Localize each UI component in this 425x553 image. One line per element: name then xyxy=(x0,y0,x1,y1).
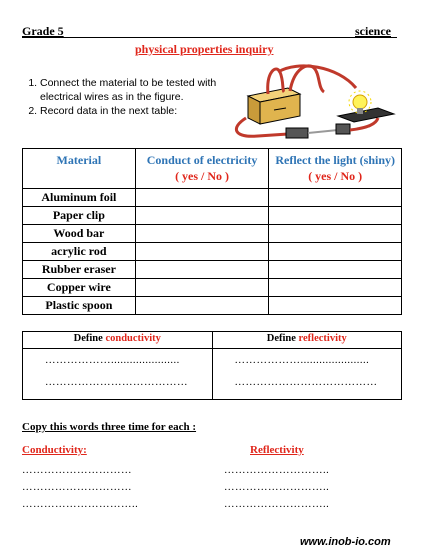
conductivity-copy-lines[interactable] xyxy=(22,462,138,513)
reflect-answer-cell[interactable] xyxy=(269,279,402,297)
header-reflect-options: ( yes / No ) xyxy=(308,169,363,183)
copy-instruction: Copy this words three time for each : xyxy=(22,421,197,433)
reflectivity-answer-area[interactable] xyxy=(212,349,402,400)
material-cell: acrylic rod xyxy=(23,243,136,261)
define-conductivity-heading xyxy=(23,332,213,349)
define-right-prefix: Define xyxy=(266,333,299,344)
copy-line: ……………………….. xyxy=(224,465,330,476)
table-row xyxy=(23,297,402,315)
reflectivity-word: Reflectivity xyxy=(250,444,304,456)
copy-line: ………………………… xyxy=(22,465,132,476)
header-material-label: Material xyxy=(56,153,102,167)
header-conduct xyxy=(135,149,269,189)
instruction-1: 1. Connect the material to be tested with electrical wires as in the figure. xyxy=(40,76,220,104)
instruction-2: 2. Record data in the next table: xyxy=(40,104,220,118)
reflect-answer-cell[interactable] xyxy=(269,297,402,315)
header-rule xyxy=(22,37,397,38)
table-row xyxy=(23,207,402,225)
reflect-answer-cell[interactable] xyxy=(269,207,402,225)
conduct-answer-cell[interactable] xyxy=(135,243,269,261)
table-row xyxy=(23,189,402,207)
instructions xyxy=(20,76,220,118)
conduct-answer-cell[interactable] xyxy=(135,207,269,225)
answer-line: ………………...................... xyxy=(234,355,370,366)
reflect-answer-cell[interactable] xyxy=(269,189,402,207)
define-body-row xyxy=(23,349,402,400)
header-conduct-options: ( yes / No ) xyxy=(175,169,230,183)
material-cell: Aluminum foil xyxy=(23,189,136,207)
material-cell: Wood bar xyxy=(23,225,136,243)
header-conduct-label: Conduct of electricity xyxy=(146,153,258,167)
answer-line: ………………………………… xyxy=(234,377,378,388)
define-reflectivity-heading xyxy=(212,332,402,349)
properties-table xyxy=(22,148,402,315)
conduct-answer-cell[interactable] xyxy=(135,297,269,315)
header-material xyxy=(23,149,136,189)
conductivity-answer-area[interactable] xyxy=(23,349,213,400)
reflect-answer-cell[interactable] xyxy=(269,243,402,261)
conductivity-word: Conductivity: xyxy=(22,444,87,456)
define-left-prefix: Define xyxy=(73,333,106,344)
conduct-answer-cell[interactable] xyxy=(135,279,269,297)
table-row xyxy=(23,279,402,297)
reflect-answer-cell[interactable] xyxy=(269,261,402,279)
table-row xyxy=(23,261,402,279)
header-reflect xyxy=(269,149,402,189)
reflectivity-copy-lines[interactable] xyxy=(224,462,329,513)
copy-line: ………………………… xyxy=(22,482,132,493)
conduct-answer-cell[interactable] xyxy=(135,261,269,279)
define-header-row xyxy=(23,332,402,349)
table-row xyxy=(23,225,402,243)
material-cell: Plastic spoon xyxy=(23,297,136,315)
reflect-answer-cell[interactable] xyxy=(269,225,402,243)
page-title: physical properties inquiry xyxy=(135,42,274,56)
material-cell: Rubber eraser xyxy=(23,261,136,279)
header-reflect-label: Reflect the light (shiny) xyxy=(275,153,396,167)
define-table xyxy=(22,331,402,400)
grade-label: Grade 5 xyxy=(22,24,64,38)
define-right-word: reflectivity xyxy=(298,333,347,344)
table-header-row xyxy=(23,149,402,189)
copy-line: ……………………….. xyxy=(224,482,330,493)
define-left-word: conductivity xyxy=(105,333,161,344)
conduct-answer-cell[interactable] xyxy=(135,189,269,207)
material-cell: Copper wire xyxy=(23,279,136,297)
copy-line: ………………………….. xyxy=(22,499,139,510)
table-row xyxy=(23,243,402,261)
answer-line: ………………………………… xyxy=(45,377,188,388)
subject-label: science xyxy=(355,24,391,38)
material-cell: Paper clip xyxy=(23,207,136,225)
copy-line: ……………………….. xyxy=(224,499,330,510)
footer-url: www.inob-io.com xyxy=(300,536,391,548)
conduct-answer-cell[interactable] xyxy=(135,225,269,243)
answer-line: ………………...................... xyxy=(45,355,180,366)
circuit-illustration xyxy=(228,58,398,146)
